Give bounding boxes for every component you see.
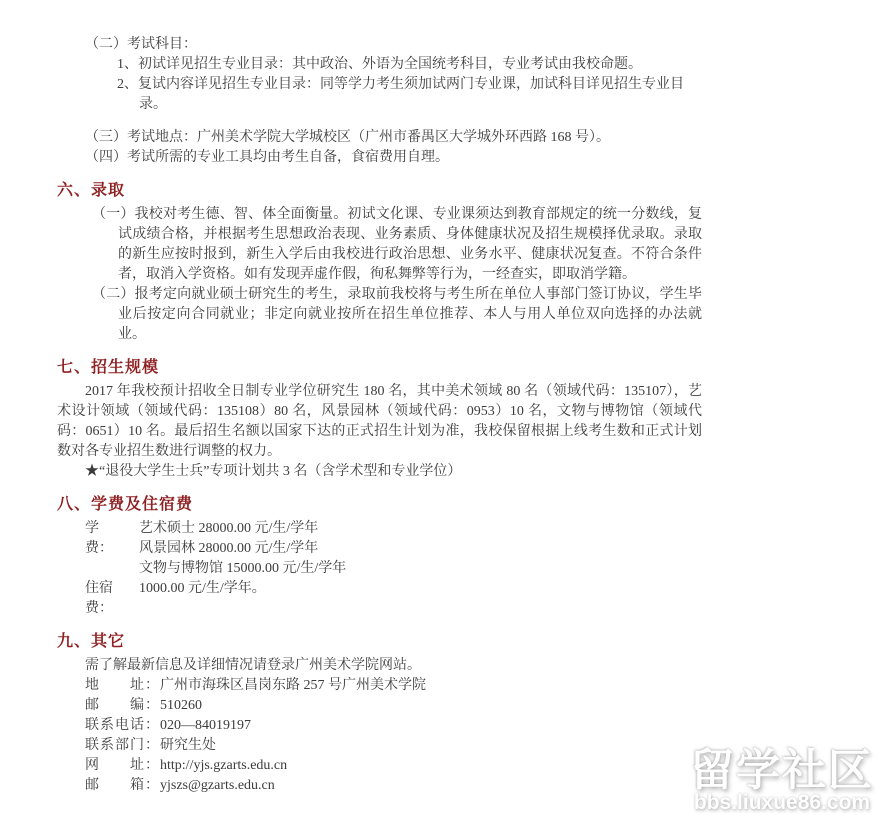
retest-line: 2、复试内容详见招生专业目录：同等学力考生须加试两门专业课，加试科目详见招生专业目录。 xyxy=(117,77,684,112)
initial-exam-line: 1、初试详见招生专业目录：其中政治、外语为全国统考科目，专业考试由我校命题。 xyxy=(117,57,642,72)
tuition-values xyxy=(139,519,702,579)
section-heading-admission: 六、录取 xyxy=(57,182,126,199)
special-plan-line: ★“退役大学生士兵”专项计划共 3 名（含学术型和专业学位） xyxy=(85,464,462,479)
exam-location-line: （三）考试地点：广州美术学院大学城校区（广州市番禺区大学城外环西路 168 号）。 xyxy=(85,130,610,145)
tuition-item-art-master: 艺术硕士 28000.00 元/生/学年 xyxy=(139,521,319,536)
document-content xyxy=(57,35,702,796)
accommodation-value: 1000.00 元/生/学年。 xyxy=(139,581,266,596)
exam-tools-line: （四）考试所需的专业工具均由考生自备，食宿费用自理。 xyxy=(85,150,449,165)
tuition-item-museum: 文物与博物馆 15000.00 元/生/学年 xyxy=(139,561,347,576)
contact-row-address xyxy=(85,676,702,696)
section-heading-other: 九、其它 xyxy=(57,633,126,650)
site-watermark xyxy=(690,748,874,814)
section-heading-enrollment: 七、招生规模 xyxy=(57,359,160,376)
contact-value-email: yjszs@gzarts.edu.cn xyxy=(160,778,275,793)
contact-row-website xyxy=(85,756,702,776)
contact-value-phone: 020—84019197 xyxy=(160,718,251,733)
contact-value-postcode: 510260 xyxy=(160,698,202,713)
tuition-fee-row xyxy=(85,519,702,579)
contact-label-website: 网 址： xyxy=(85,758,160,773)
contact-value-department: 研究生处 xyxy=(160,738,216,753)
watermark-site-url: bbs.liuxue86.com xyxy=(693,791,871,814)
contact-label-postcode: 邮 编： xyxy=(85,698,160,713)
section-heading-fees: 八、学费及住宿费 xyxy=(57,496,194,513)
contact-label-phone: 联系电话： xyxy=(85,718,160,733)
admission-item-2: （二）报考定向就业硕士研究生的考生，录取前我校将与考生所在单位人事部门签订协议，学生毕业后按定向合同就业；非定向就业按所在招生单位推荐、本人与用人单位双向选择的办法就业。 xyxy=(92,287,702,342)
enrollment-paragraph: 2017 年我校预计招收全日制专业学位研究生 180 名，其中美术领域 80 名（领域代码：135107），艺术设计领域（领域代码：135108）80 名，风景园林（领域代码：0953）10 名，文物与博物馆（领域代码：0651）10 名。最后招生名额以国家下达的正式招生计划为准，我校保留根据上线考生数和正式计划数对各专业招生数进行调整的权力。 xyxy=(57,384,702,459)
contact-label-address: 地 址： xyxy=(85,678,160,693)
exam-subjects-line: （二）考试科目： xyxy=(85,37,197,52)
contact-label-email: 邮 箱： xyxy=(85,778,160,793)
contact-row-postcode xyxy=(85,696,702,716)
contact-row-email xyxy=(85,776,702,796)
contact-row-department xyxy=(85,736,702,756)
accommodation-label: 住宿费： xyxy=(85,581,113,616)
accommodation-fee-row xyxy=(85,579,702,619)
contact-value-address: 广州市海珠区昌岗东路 257 号广州美术学院 xyxy=(160,678,426,693)
admission-item-1: （一）我校对考生德、智、体全面衡量。初试文化课、专业课须达到教育部规定的统一分数线，复试成绩合格，并根据考生思想政治表现、业务素质、身体健康状况及招生规模择优录取。录取的新生应按时报到，新生入学后由我校进行政治思想、业务水平、健康状况复查。不符合条件者，取消入学资格。如有发现弄虚作假，徇私舞弊等行为，一经查实，即取消学籍。 xyxy=(92,207,702,282)
other-intro-line: 需了解最新信息及详细情况请登录广州美术学院网站。 xyxy=(85,658,421,673)
contact-label-department: 联系部门： xyxy=(85,738,160,753)
contact-value-website: http://yjs.gzarts.edu.cn xyxy=(160,758,288,773)
tuition-label: 学 费： xyxy=(85,521,113,556)
watermark-title: 留学社区 xyxy=(690,746,874,795)
contact-row-phone xyxy=(85,716,702,736)
tuition-item-landscape: 风景园林 28000.00 元/生/学年 xyxy=(139,541,319,556)
spacer xyxy=(57,115,702,128)
